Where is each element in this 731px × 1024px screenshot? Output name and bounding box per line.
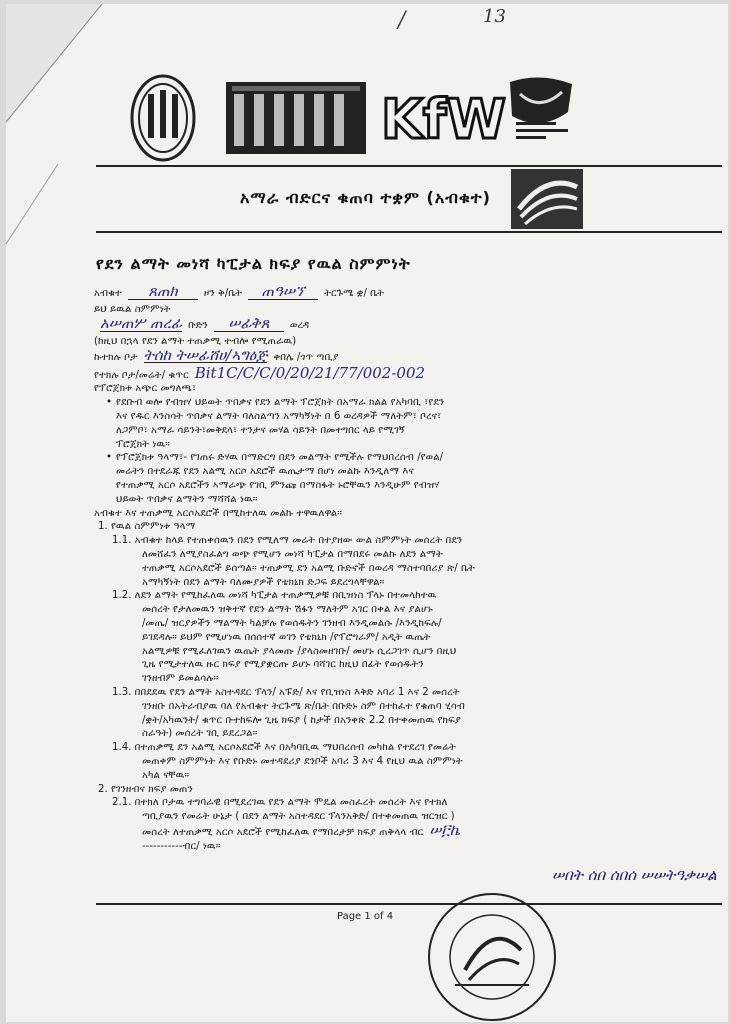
body-text: መሰረት የታለመዉን ዝቅተኛ የደን ልማት ሽፋን ማለትም አገር በቀል እና ያልሆኑ [142, 604, 433, 616]
body-text: ለጋምቦ፣ አማራ ሳይንት፣መቅደላ፣ ተንታና መሃል ሳይንት በመተግበር ላይ የሚገኝ [116, 424, 405, 436]
body-text: አካል ናቸዉ። [142, 769, 190, 781]
handwritten-field: ሠፊቅጸ [214, 317, 284, 332]
handwritten-mark: / [398, 8, 406, 33]
body-line [94, 755, 714, 769]
body-line [94, 686, 714, 700]
body-line [94, 603, 714, 617]
body-line [94, 335, 714, 349]
body-text: ገንዘብም ይመልሳሉ። [142, 673, 219, 685]
body-text: 1.2. ለደን ልማት የሚከፈለዉ መነሻ ካፒታል ተጠቃሚዎቹ በቢዝነስ ፕላኑ በተመላከተዉ [112, 590, 437, 602]
body-line [94, 824, 714, 840]
kfw-logo-icon [381, 88, 506, 151]
body-text: አብቁተ እና ተጠቃሚ አርሶአደሮች በሚከተለዉ መልኩ ተዋዉለዋል። [94, 507, 343, 519]
body-text: የደቡብ ወሎ የብዝሃ ህይወት ጥበቃና የደን ልማት ፕሮጀክት በአማራ ክልል የአካባቢ ፣የደን [116, 397, 445, 409]
body-line [94, 727, 714, 741]
svg-text:KfW: KfW [381, 88, 506, 151]
body-text: 2. የገንዘብና ክፍያ መጠን [98, 783, 193, 795]
body-text: መሰረት ለተጠቃሚ አርሶ አደሮች የሚከፈለዉ የማበረታቻ ክፍያ ጠቅላላ ብር [142, 826, 424, 838]
body-line [94, 317, 714, 335]
page-indicator: Page 1 of 4 [337, 911, 394, 922]
body-text: አልሚዎቹ የሚፈለገዉን ዉጤት ያላመጡ /ያላስመዘገቡ/ መሆኑ ሲረጋገጥ ሲሆን በዚህ [142, 645, 457, 657]
form-label: ቀበሌ /ጎጥ ጣቢያ [273, 351, 339, 363]
body-text: የተጠቃሚ አርሶ አደሮችን ኣማራጭ የገቢ ምንጩ በማስፋት ኑሮቸዉን እንዲሁም የብዝሃ [116, 479, 440, 491]
body-line [94, 700, 714, 714]
body-line [94, 465, 714, 479]
body-line [94, 548, 714, 562]
body-line [94, 367, 714, 383]
ekfaad-logo-icon [511, 169, 583, 229]
body-text: ተጠቃሚ አርሶአደሮች ይሰጣል። ተጠቃሚ ደን አልሚ ቡድኖች በወረዳ ማስተባበሪያ ጽ/ ቤት [142, 562, 475, 574]
body-text: /መጤ/ ዝርያዎችን ማልማት ካልቻሉ የወሰዱትን ገንዘብ እንዲመልሱ /እንዲከፍሉ/ [142, 617, 442, 629]
body-line [94, 645, 714, 659]
handwritten-field: Bit1C/C/C/0/20/21/77/002-002 [194, 366, 426, 382]
form-label: ትርጉሜ ቋ/ ቤት [324, 288, 385, 299]
body-line [94, 479, 714, 493]
body-text: የፕሮጀክቱ አጭር መግለጫ፣ [94, 383, 197, 395]
header-rule-top [96, 165, 722, 167]
body-line [94, 424, 714, 438]
body-line [94, 576, 714, 590]
body-line [94, 507, 714, 521]
handwritten-field: ሠ፫ኬ [429, 823, 461, 839]
body-text: 1.1. አብቁተ ከላይ የተጠቀሰዉን በደን የሚለማ መሬት በተያዘው ውል ስምምነት መሰረት በደን [112, 535, 463, 547]
body-text: የፕሮጀክቱ ዓላማ፣- የገጠሩ ድሃዉ በማድርግ በደን መልማት የሚችሉ የማህበረሰብ /የወል/ [116, 452, 444, 464]
body-text: ይገደዳሉ። ይህም የሚሆነዉ በሰሰተኛ ወገን የቴክኒክ /የፕሮግራም/ አዲት ዉጤት [142, 631, 431, 643]
body-text: 1.4. በተጠቃሚ ደን አልሚ አርሶአደሮች እና በአካባቢዉ ማህበረሰብ መካከል የተደረገ የመሬት [112, 742, 456, 754]
body-text: አማካኝነት በደን ልማት ባለሙያዎች የቴክኒክ ድጋፍ ይደረግላቸዋል። [142, 576, 385, 588]
header-logos [0, 72, 731, 167]
body-line [94, 562, 714, 576]
body-text: እና የዱር እንስሳት ጥበቃና ልማት ባለስልጣን አማካኝነት በ 6 ወረዳዎች ማለትም፣ ቦረና፣ [116, 410, 442, 422]
body-text: ጊዜ የሚታተለዉ ዙር ክፍያ የሚያቋርጡ ይሆኑ ባሻገር ከዚህ በፊት የወሰዱትን [142, 659, 424, 671]
form-label: ቡድን [188, 319, 208, 331]
regional-emblem-icon [132, 76, 194, 160]
body-line [94, 741, 714, 755]
body-line [94, 589, 714, 603]
body-line [94, 714, 714, 728]
body-line [94, 617, 714, 631]
body-line [94, 783, 714, 797]
footer-rule [96, 903, 722, 905]
body-line [94, 303, 714, 317]
building-logo-icon [226, 82, 366, 154]
body-text: 1. የዉል ስምምነቱ ዓላማ [98, 521, 196, 533]
body-text: -----------ብር/ ነዉ። [142, 840, 221, 852]
body-line [94, 451, 714, 465]
header-rule-bottom [96, 231, 722, 233]
form-label: ኩተክሉ ቦታ [94, 351, 138, 363]
body-text: (ከዚህ በኋላ የደን ልማት ተጠቃሚ ተብሎ የሚጠራዉ) [94, 335, 297, 347]
body-line [94, 396, 714, 410]
body-line [94, 796, 714, 810]
handwritten-field: ትሰከ ትሠፊሸሀ/ኣግዕጅ [143, 348, 268, 364]
handwritten-signature: ሠበት ሰበ ሰበሰ ሠሠትዓቃሠል [552, 866, 717, 884]
form-label: ዞን ቅ/ቤት [203, 288, 243, 299]
form-label: አብቁተ [94, 288, 122, 299]
body-line [94, 493, 714, 507]
body-text: መሬትን በተደራጁ የደን አልሚ አርሶ አደሮች ዉጤታማ በሆነ መልኩ እንዲለማ እና [116, 466, 414, 478]
organization-seal-icon [425, 890, 559, 1024]
body-line [94, 534, 714, 548]
body-line [94, 285, 714, 303]
body-line [94, 658, 714, 672]
body-line [94, 382, 714, 396]
body-text: መጠቀም ስምምነት እና የቡድኑ መተዳደሪያ ደንቦች አባሪ 3 እና 4 የዚህ ዉል ስምምነት [142, 755, 463, 767]
body-text: 2.1. በተክለ ቦታዉ ተግባራዊ በሚደረገዉ የደን ልማት ሞዴል መስፈረት መሰረት እና የተክለ [112, 797, 448, 809]
handwritten-page-number: 13 [483, 6, 506, 27]
document-title: የደን ልማት መነሻ ካፒታል ክፍያ የዉል ስምምነት [96, 254, 411, 273]
body-text: ይህ ይዉል ስምምነት [94, 304, 171, 315]
body-line [94, 840, 714, 854]
handwritten-field: አሠጠሦ ጠረፊ [100, 316, 183, 332]
body-line [94, 769, 714, 783]
body-text: ፕሮጀክት ነዉ። [116, 438, 171, 450]
document-body [94, 285, 714, 853]
bullet-icon: • [105, 397, 112, 409]
body-text: ስራዓት) መሰረት ገቢ ይደረጋል። [142, 728, 258, 740]
body-line [94, 349, 714, 367]
body-line [94, 520, 714, 534]
form-label: ወረዳ [289, 319, 310, 331]
body-text: ህይወት ጥበቃና ልማትን ማሻሻል ነዉ። [116, 493, 258, 505]
bullet-icon: • [105, 452, 112, 464]
handwritten-field: ጸጠክ [128, 285, 198, 300]
body-line [94, 672, 714, 686]
body-line [94, 810, 714, 824]
handwritten-field: ጠዓሠኘ [248, 285, 318, 300]
body-text: 1.3. በበደደዉ የደን ልማት አስተዳደር ፕላን/ አፑድ/ እና የቢዝነስ እቅድ አባሪ 1 እና 2 መሰረት [112, 686, 460, 698]
body-text: ጣቢያዉን የመሬት ሁኔታ ( በደን ልማት አስተዳደር ፕላንአቅድ/ በተቀመጠዉ ዝርዝር ) [142, 811, 455, 823]
body-text: ለመሸፈን ለሚያስፈልግ ወጭ የሚሆን መነሻ ካፒታል በማበደሩ መልኩ ለደን ልማት [142, 548, 443, 560]
body-line [94, 438, 714, 452]
partner-logo-icon [510, 77, 572, 139]
body-text: /ቋት/አካዉንት/ ቁጥር ቡተከፍሎ ጊዜ ክፍያ ( ከታች በአንቀጽ 2.2 በተቀመጠዉ የክፍያ [142, 714, 461, 726]
body-line [94, 631, 714, 645]
body-text: የተክሉ ቦታ/መሬት/ ቁጥር [94, 369, 189, 381]
organization-title: አማራ ብድርና ቁጠባ ተቋም (አብቁተ) [240, 188, 491, 207]
body-text: ገንዘቡ በአትራብያዉ ባለ የአብቁተ ትርጉሜ ጽ/ቤት በቡድኑ ስም በተከፈተ የቁጠባ ሂሳብ [142, 700, 465, 712]
body-line [94, 410, 714, 424]
